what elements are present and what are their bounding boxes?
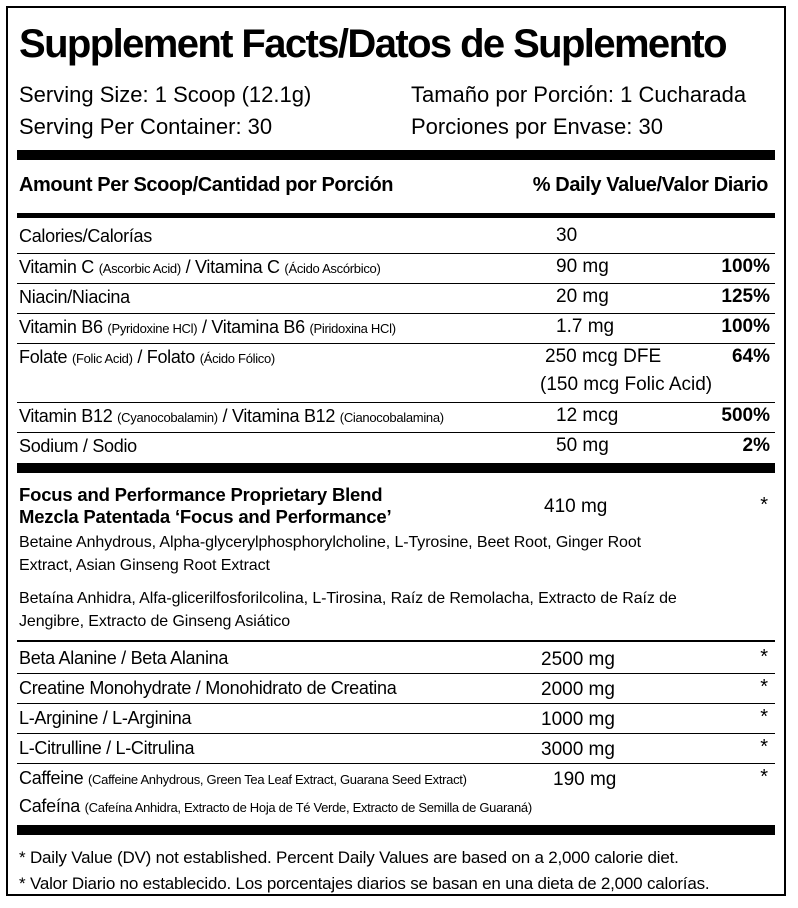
ingredient-amount: 2000 mg [541, 679, 615, 700]
nutrient-amount: 250 mcg DFE [545, 346, 662, 367]
servings-per-container-es: Porciones por Envase: 30 [411, 114, 663, 139]
ingredient-amount: 2500 mg [541, 649, 615, 670]
row-divider [17, 640, 775, 642]
nutrient-amount: 20 mg [556, 286, 609, 307]
nutrient-row-sodium: Sodium / Sodio [19, 436, 137, 456]
header-daily-value: % Daily Value/Valor Diario [532, 174, 768, 196]
ingredient-row-creatine: Creatine Monohydrate / Monohidrato de Creatina [19, 678, 397, 698]
folate-folic-acid-note: (150 mcg Folic Acid) [540, 374, 713, 395]
row-divider [17, 673, 775, 674]
nutrient-row-niacin: Niacin/Niacina [19, 287, 130, 307]
serving-size-es: Tamaño por Porción: 1 Cucharada [411, 82, 747, 107]
row-divider [17, 402, 775, 403]
blend-name-en: Focus and Performance Proprietary Blend [19, 484, 383, 505]
nutrient-row-folate: Folate (Folic Acid) / Folato (Ácido Fólico) [19, 347, 275, 367]
nutrient-amount: 30 [556, 225, 578, 246]
header-amount: Amount Per Scoop/Cantidad por Porción [19, 174, 394, 196]
nutrient-daily-value: 500% [721, 405, 770, 426]
row-divider [17, 703, 775, 704]
row-divider [17, 432, 775, 433]
blend-ingredients-es-line2: Jengibre, Extracto de Ginseng Asiático [19, 613, 291, 630]
ingredient-amount: 3000 mg [541, 739, 615, 760]
nutrient-daily-value: 100% [721, 316, 770, 337]
divider-thick [17, 825, 775, 835]
row-divider [17, 313, 775, 314]
nutrient-amount: 50 mg [556, 435, 609, 456]
ingredient-daily-value: * [760, 766, 768, 788]
ingredient-amount: 1000 mg [541, 709, 615, 730]
blend-ingredients-es-line1: Betaína Anhidra, Alfa-glicerilfosforilcolina, L-Tirosina, Raíz de Remolacha, Extracto de Raíz de [19, 590, 677, 607]
ingredient-row-l-citrulline: L-Citrulline / L-Citrulina [19, 738, 195, 758]
nutrient-amount: 90 mg [556, 256, 609, 277]
footnote-en: * Daily Value (DV) not established. Percent Daily Values are based on a 2,000 calorie diet. [19, 848, 679, 867]
nutrient-row-vitamin-b6: Vitamin B6 (Pyridoxine HCl) / Vitamina B6 (Piridoxina HCl) [19, 317, 396, 337]
ingredient-daily-value: * [760, 736, 768, 758]
nutrient-daily-value: 2% [742, 435, 770, 456]
nutrient-amount: 1.7 mg [556, 316, 615, 337]
blend-ingredients-en-line1: Betaine Anhydrous, Alpha-glycerylphosphorylcholine, L-Tyrosine, Beet Root, Ginger Root [19, 534, 641, 551]
divider-thick [17, 150, 775, 160]
divider-medium [17, 213, 775, 218]
row-divider [17, 733, 775, 734]
row-divider [17, 283, 775, 284]
ingredient-daily-value: * [760, 646, 768, 668]
nutrient-row-vitamin-b12: Vitamin B12 (Cyanocobalamin) / Vitamina B12 (Cianocobalamina) [19, 406, 444, 426]
serving-size-en: Serving Size: 1 Scoop (12.1g) [19, 82, 312, 107]
ingredient-amount: 190 mg [553, 769, 617, 790]
nutrient-daily-value: 100% [721, 256, 770, 277]
servings-per-container-en: Serving Per Container: 30 [19, 114, 273, 139]
ingredient-row-beta-alanine: Beta Alanine / Beta Alanina [19, 648, 229, 668]
row-divider [17, 763, 775, 764]
nutrient-row-vitamin-c: Vitamin C (Ascorbic Acid) / Vitamina C (Ácido Ascórbico) [19, 257, 381, 277]
row-divider [17, 253, 775, 254]
ingredient-row-l-arginine: L-Arginine / L-Arginina [19, 708, 192, 728]
ingredient-row-caffeine: Caffeine (Caffeine Anhydrous, Green Tea Leaf Extract, Guarana Seed Extract) [19, 768, 467, 788]
blend-name-es: Mezcla Patentada ‘Focus and Performance’ [19, 506, 392, 527]
nutrient-amount: 12 mcg [556, 405, 619, 426]
blend-ingredients-en-line2: Extract, Asian Ginseng Root Extract [19, 557, 270, 574]
ingredient-row-cafeina: Cafeína (Cafeína Anhidra, Extracto de Hoja de Té Verde, Extracto de Semilla de Guaraná) [19, 796, 532, 816]
divider-thick [17, 463, 775, 473]
row-divider [17, 343, 775, 344]
panel-title: Supplement Facts/Datos de Suplemento [19, 22, 726, 66]
blend-amount: 410 mg [544, 496, 608, 517]
nutrient-daily-value: 64% [731, 346, 770, 367]
nutrient-row-calories: Calories/Calorías [19, 226, 152, 246]
blend-daily-value: * [760, 494, 768, 516]
nutrient-daily-value: 125% [721, 286, 770, 307]
ingredient-daily-value: * [760, 706, 768, 728]
supplement-facts-panel [6, 6, 786, 896]
ingredient-daily-value: * [760, 676, 768, 698]
footnote-es: * Valor Diario no establecido. Los porcentajes diarios se basan en una dieta de 2,000 calorías. [19, 874, 710, 893]
